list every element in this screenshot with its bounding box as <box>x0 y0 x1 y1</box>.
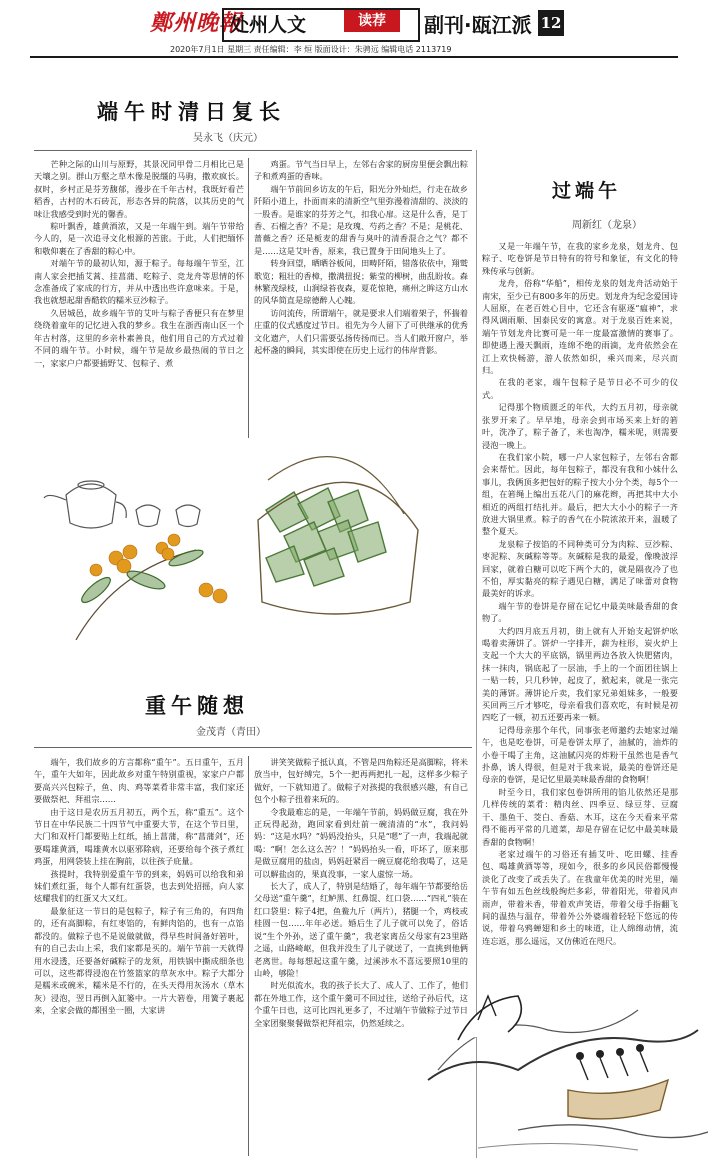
paragraph: 记得母亲那个年代，同事张老师邀约去她家过端午，也是吃卷饼，可是卷饼太厚了，油腻的，油炸的小卷干喝了主角，这油腻闪亮的炸粉干虽然也是香气扑鼻，诱人得很，但是对于我来说，最美的卷饼还是母亲的卷饼，是记忆里最美味最香甜的食物啊！ <box>482 724 678 785</box>
paragraph: 孩提时，我特别爱重午节的到来，妈妈可以给我和弟妹们煮红蛋，每个人都有红蛋袋，也去到处招摇，向人家炫耀我们的红蛋又大又红。 <box>34 868 244 904</box>
zongzi-basket-illustration <box>36 440 476 640</box>
paragraph: 粽叶飘香，雄黄酒浓，又是一年端午到。端午节带给今人的，是一次追寻文化根源的苦旅。于此，人们把缅怀和敬仰裹在了香甜的粽心中。 <box>34 221 244 256</box>
paragraph: 时至今日，我们家包卷饼所用的馅儿依然还是那几样传统的菜肴：精肉丝、四季豆、绿豆芽、豆腐干、墨鱼干、茭白、香菇、木耳，这在今天看来平常得不能再平常的几道菜，却是存留在记忆中最美味最香甜的食物啊！ <box>482 786 678 847</box>
paragraph: 由于这日是农历五月初五，两个五，称“重五”。这个节日在中华民族二十四节气中重要大节，在这个节日里，大门和双杆门都要贴上红纸，插上菖蒲，称“菖蒲剑”，还要喝雄黄酒，喝雄黄水以驱邪除病，还要给每个孩子煮红鸡蛋，用网袋装上挂在胸前，以往孩子庇量。 <box>34 806 244 867</box>
paragraph: 老家过端午的习俗还有插艾叶、吃田螺、挂香包、喝雄黄酒等等，现如今，很多的乡风民俗都慢慢淡化了改变了或丢失了。在我童年优美的时光里，端午节有如五色丝线般绚烂多彩，带着阳光，带着风声雨声，带着米香，带着欢声笑语，带着父母手指翻飞间的温热与温存，带着外公外婆端着轻轻下悠远的传说，带着乌鸦蝉翅和乡土的味道，让人绵绵动情，流连忘返，那么遥远，又仿佛近在咫尺。 <box>482 848 678 946</box>
article1-author: 吴永飞（庆元） <box>193 133 263 144</box>
article3-column-1 <box>34 756 244 1156</box>
paragraph: 令我最难忘的是，一年端午节前，妈妈做豆腐，我在外正玩得起劲，跑回家看到灶前一碗清清的“水”，我问妈妈：“这是水吗？”妈妈没抬头，只是“嗯”了一声，我端起就喝：“啊！怎么这么苦？！”妈妈抬头一看，吓坏了，原来那是做豆腐用的盐卤，妈妈赶紧舀一碗豆腐花给我喝了，这是可以解盐卤的，果真没事，一家人虚惊一场。 <box>254 806 468 879</box>
article3-rule <box>34 747 472 748</box>
paragraph: 最象征这一节日的是包粽子，粽子有三角的，有四角的，还有高脚粽，有红枣馅的，有鲜肉馅的，也有一点馅都没的。做粽子也不是说做就做，得早些时间备好箬叶，有的自己去山上采，我们家都是买的。端午节前一天就得用水浸透，还要备好碱粽子的龙须，用铁锅中撕成细条也可以，这些都得浸泡在竹签篮家的草灰水中。粽子大都分是糯米或碗米，糯米是不行的，在头天得用灰汤水（草木灰）浸泡，翌日再倒入缸篓中。一片大箬卷，用簧子裹起来，全家会做的都围坐一圈，大家讲 <box>34 905 244 1016</box>
dragon-boat-illustration <box>418 960 708 1162</box>
article3-author: 金茂青（青田） <box>196 727 266 738</box>
paragraph: 在我们家小院，哪一户人家包粽子，左邻右舍都会来帮忙。因此，每年包粽子，都没有我和小妹什么事儿，我俩顶多把包好的粽子按大小分个类，每5个一组，在箬绳上编出五花八门的麻花辫，再把其中大小相近的两组打结扎并。最后，把大大小小的粽子一齐放进大锅里煮。粽子的香气在小院浓浓开来，温暖了整个夏天。 <box>482 451 678 537</box>
paragraph: 在我的老家，端午包粽子是节日必不可少的仪式。 <box>482 377 678 400</box>
paragraph: 龙舟，俗称“华船”，相传龙泉的划龙舟活动始于南宋，至少已有800多年的历史。划龙舟为纪念爱国诗人屈原，在老百姓心目中，它还含有驱逐“瘟神”，求得风调雨顺、国泰民安的寓意。对于龙泉百姓来说，端午节划龙舟比赛可是一年一度最富激情的赛事了。即使遇上漫天飘雨，连绵不绝的雨滴，龙舟依然会在江上欢快畅游，游人依然如织，乘兴而来，尽兴而归。 <box>482 278 678 376</box>
paragraph: 端午，我们故乡的方言都称“重午”。五日重午，五月午，重午大如年，因此故乡对重午特别重视，家家户户都要高兴兴包粽子，鱼、肉、鸡等菜肴非常丰富，我们家还要做祭祀、拜祖宗…… <box>34 757 244 805</box>
paragraph: 端午节的卷饼是存留在记忆中最美味最香甜的食物了。 <box>482 600 678 624</box>
column-divider <box>248 158 249 438</box>
article3-title: 重午随想 <box>145 693 249 718</box>
paragraph: 转身回望，晒晒谷板间，田畴阡陌，错落依依中，翔鹫歌览；粗壮的香樟，撒满扭捉；紫莹的柳树，曲乱盼妆。森林繁茂绿枝，山涧绿苔夜森，夏花惊艳，痛州之眸这方山水的风华简直是琼德醉人心魄。 <box>254 258 468 306</box>
supplement-name: 副刊·瓯江派 <box>424 13 532 37</box>
newspaper-logo: 鄭州晚報 <box>150 10 243 36</box>
page-number: 12 <box>538 10 564 36</box>
paragraph: 龙泉粽子按馅的不同种类可分为肉粽、豆沙粽、枣泥粽、灰碱粽等等。灰碱粽是我的最爱，像晚波浮回家，就着白糖可以吃下两个大的，就是隔夜冷了也不怕，厚实黏亮的粽子遇见白糖，满足了味蕾对食物最美好的诉求。 <box>482 538 678 599</box>
paragraph: 记得那个物质匮乏的年代，大约五月初，母亲就张罗开来了。早早地，母亲会到市场买来上好的箬叶，洗净了，粽子备了，米也淘净，糯米呢，则需要浸泡一晚上。 <box>482 402 678 450</box>
article1-rule <box>34 150 472 151</box>
paragraph: 端午节前回乡访友的午后，阳光分外灿烂，行走在故乡阡陌小道上，扑面而来的清新空气里弥漫着清甜的、淡淡的一股香。是谁家的芬芳之气，扣我心扉。这是什么香，是丁香、石榴之香？不是；是玫瑰、芍药之香？不是；是桃花、蔷薇之香？还是栀麦的甜香与臭叶的清香混合之气？都不是……这是艾叶香，原来，我已置身于田间地头上了。 <box>254 183 468 256</box>
editor-line: 2020年7月1日 星期三 责任编辑：李 烜 版面设计：朱骋远 编辑电话 2113719 <box>170 45 452 54</box>
masthead-rule <box>30 56 678 58</box>
article1-column-2 <box>254 158 468 440</box>
paragraph: 讲笑笑做粽子抵认真，不管是四角粽还是高脚粽，将米放当中，包好缚完，5个一把再两把扎一起，这样多少粽子做好，一下就知道了。做粽子对孩提的我很感兴趣，有自己包个小粽子扭着来玩的。 <box>254 757 468 805</box>
column-divider <box>248 756 249 1156</box>
paragraph: 芒种之际的山川与原野，其景况同甲骨二月相比已是天壤之别。群山万壑之草木像是脱缰的马驹，撒欢疯长。叔时，乡村正是芬芳馥郁，漫步在千年古村，我既好看芒稻香，古村的木石砖瓦，形态各异的院落，以其历史的气味让我感受到时光的馨香。 <box>34 159 244 219</box>
paragraph: 对端午节的最初认知，源于粽子。每每端午节至，江南人家会把插艾蒿、挂菖蒲、吃粽子、竞龙舟等思情的怀念准备成了家成的行方，并从中透出些许意味来。于是，我也就想起甜香酷软的糯米豆沙粽子。 <box>34 258 244 306</box>
paragraph: 访问流传，所谓端午，就是要求人们端着架子，怀揣着庄重的仪式感度过节日。祖先为今人留下了可供继承的优秀文化遗产，人们只需要弘扬传扬而已。当人们敞开窗户，举起杯盏的瞬间，其实即使在历史上远行的伟岸背影。 <box>254 307 468 356</box>
paragraph: 又是一年端午节，在我的家乡龙泉，划龙舟、包粽子、吃卷饼是节日特有的符号和象征，有文化的特殊传承与创新。 <box>482 241 678 276</box>
article2-title: 过端午 <box>552 180 622 202</box>
paragraph: 大约四月底五月初，街上就有人开始支起饼炉吆喝着卖薄饼了。饼炉一字排开，薪为柱形，炭火炉上支起一个大大的平底锅，锅里两边各放入快肥猪肉，抹一抹肉，锅底起了一层油，手上的一个面团往锅上一贴一转，只几秒钟，起皮了，掀起来，就是一张完美的薄饼。薄饼论斤卖，我们家兄弟姐妹多，一般要买回两三斤才够吃，母亲看我们喜欢吃，有时候是初四吃了一顿，初五还要再来一顿。 <box>482 625 678 723</box>
paragraph: 长大了，成人了，特别是结婚了，每年端午节都要给岳父母送“重午羹”，红鲈黑、红鼻馄、红口袋……“四礼”装在红口袋里：粽子4把，鱼鲞九斤（两片），猪腿一个，鸡枝或桂圆一包……年年必送。婚后生了儿子就可以免了，俗话说“生个外孙，送了重午羹”，我老家离岳父母家有23里路之遥，山路崎岖，但我并没生了儿子就送了，一直挑到他俩老离世。每每想起这重午羹，过溪涉水不喜远要照10里的山岭，够险！ <box>254 881 468 978</box>
article1-title: 端午时清日复长 <box>97 99 286 124</box>
section-tag: 读荐 <box>344 10 400 32</box>
article2-author: 周新红（龙泉） <box>572 220 642 231</box>
paragraph: 时光似流水，我的孩子长大了、成人了、工作了，他们都在外地工作，这个重午羹可不回过往，送给子孙后代，这个重午日也，这可比四礼更多了，不过端午节做粽子过节日全家团聚聚餐做祭祀拜祖宗，仍然延续之。 <box>254 980 468 1028</box>
paragraph: 久居城邑，故乡端午节的艾叶与粽子香便只有在梦里绕绕着童年的记忆进入我的梦乡。我生在浙西南山区一个年古村落，这里的乡亲朴素善良，他们用自己的方式过着不同的端午节。小时候，端午节是故乡最热闹的节日之一，家家户户都要插野艾、包粽子、煮 <box>34 307 244 368</box>
section-name: 处州人文 <box>230 14 307 36</box>
paragraph: 鸡蛋。节气当日早上，左邻右舍家的厨房里便会飘出粽子和煮鸡蛋的香味。 <box>254 159 468 182</box>
